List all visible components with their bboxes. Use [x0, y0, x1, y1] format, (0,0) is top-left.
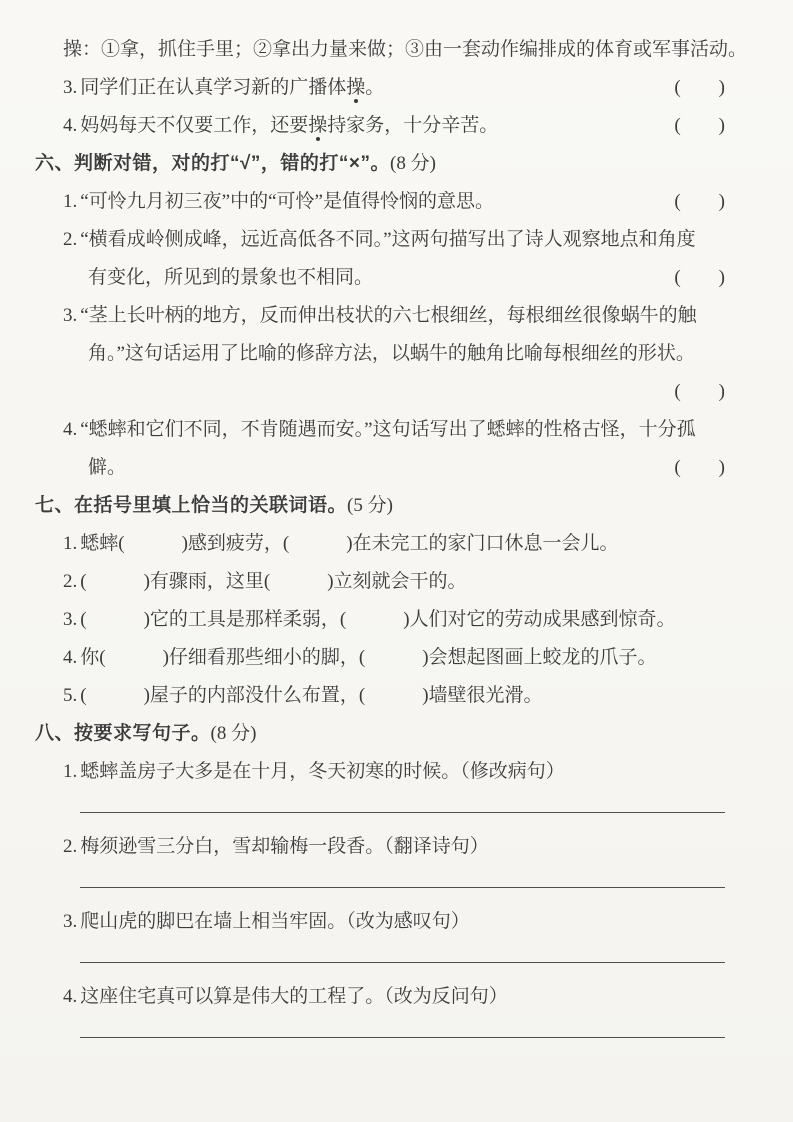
answer-bracket: ( )	[674, 267, 725, 288]
item-number: 1.	[63, 191, 78, 212]
answer-bracket: ( )	[674, 381, 725, 402]
item-text: ( )它的工具是那样柔弱，( )人们对它的劳动成果感到惊奇。	[80, 609, 676, 630]
emphasized-char: 操	[308, 115, 328, 136]
answer-line	[80, 812, 725, 813]
item-number: 3.	[63, 609, 78, 630]
item-text: 梅须逊雪三分白，雪却输梅一段香。（翻译诗句）	[80, 836, 489, 857]
emphasized-char: 操	[346, 77, 366, 98]
judge-item-4	[35, 418, 725, 442]
section-eight-heading	[35, 722, 725, 746]
item-number: 2.	[63, 836, 78, 857]
conjunction-item-3	[35, 608, 725, 632]
section-six-heading	[35, 152, 725, 176]
item-number: 2.	[63, 229, 78, 250]
item-number: 4.	[63, 115, 78, 136]
item-text: “横看成岭侧成峰，远近高低各不同。”这两句描写出了诗人观察地点和角度	[80, 229, 696, 250]
answer-line	[80, 1037, 725, 1038]
tf-item-4	[35, 114, 725, 138]
rewrite-item-3	[35, 910, 725, 963]
answer-bracket: ( )	[674, 115, 725, 136]
item-number: 3.	[63, 911, 78, 932]
item-text: 你( )仔细看那些细小的脚，( )会想起图画上蛟龙的爪子。	[80, 647, 657, 668]
item-number: 2.	[63, 571, 78, 592]
item-text: “茎上长叶柄的地方，反而伸出枝状的六七根细丝，每根细丝很像蜗牛的触	[80, 305, 697, 326]
answer-bracket: ( )	[674, 77, 725, 98]
item-text: “可怜九月初三夜”中的“可怜”是值得怜悯的意思。	[80, 191, 494, 212]
item-text: “蟋蟀和它们不同，不肯随遇而安。”这句话写出了蟋蟀的性格古怪，十分孤	[80, 419, 696, 440]
item-number: 4.	[63, 419, 78, 440]
judge-item-2	[35, 228, 725, 252]
judge-item-3-answer-row	[35, 380, 725, 404]
item-number: 1.	[63, 761, 78, 782]
definition-line	[35, 38, 748, 62]
item-text: 蟋蟀盖房子大多是在十月，冬天初寒的时候。（修改病句）	[80, 761, 565, 782]
judge-item-4-continued	[35, 456, 725, 480]
item-number: 3.	[63, 77, 78, 98]
item-number: 4.	[63, 986, 78, 1007]
points-label: (8 分)	[390, 153, 436, 174]
judge-item-3	[35, 304, 725, 328]
item-number: 4.	[63, 647, 78, 668]
item-text: 有变化，所见到的景象也不相同。	[88, 267, 374, 288]
item-text: 角。”这句话运用了比喻的修辞方法，以蜗牛的触角比喻每根细丝的形状。	[88, 343, 695, 364]
rewrite-item-1	[35, 760, 725, 813]
judge-item-2-continued	[35, 266, 725, 290]
item-text: 蟋蟀( )感到疲劳，( )在未完工的家门口休息一会儿。	[80, 533, 619, 554]
rewrite-item-2	[35, 835, 725, 888]
conjunction-item-4	[35, 646, 725, 670]
item-text: 僻。	[88, 457, 127, 478]
heading-text: 七、在括号里填上恰当的关联词语。	[35, 495, 348, 516]
item-number: 3.	[63, 305, 78, 326]
tf-item-3	[35, 76, 725, 100]
answer-line	[80, 962, 725, 963]
item-text: ( )有骤雨，这里( )立刻就会干的。	[80, 571, 467, 592]
heading-text: 六、判断对错，对的打“√”，错的打“×”。	[35, 153, 391, 174]
answer-bracket: ( )	[674, 191, 725, 212]
item-text: 妈妈每天不仅要工作，还要	[80, 115, 309, 136]
section-seven-heading	[35, 494, 725, 518]
item-number: 1.	[63, 533, 78, 554]
points-label: (8 分)	[210, 723, 257, 744]
item-text: 爬山虎的脚巴在墙上相当牢固。（改为感叹句）	[80, 911, 470, 932]
item-number: 5.	[63, 685, 78, 706]
answer-bracket: ( )	[674, 457, 725, 478]
heading-text: 八、按要求写句子。	[35, 723, 211, 744]
definition-text: 操：①拿，抓住手里；②拿出力量来做；③由一套动作编排成的体育或军事活动。	[63, 39, 748, 60]
conjunction-item-2	[35, 570, 725, 594]
points-label: (5 分)	[347, 495, 393, 516]
item-text: 持家务，十分辛苦。	[327, 115, 499, 136]
item-text: 这座住宅真可以算是伟大的工程了。（改为反问句）	[80, 986, 508, 1007]
item-text: ( )屋子的内部没什么布置，( )墙壁很光滑。	[80, 685, 543, 706]
rewrite-item-4	[35, 985, 725, 1038]
item-text: 。	[365, 77, 385, 98]
conjunction-item-1	[35, 532, 725, 556]
item-text: 同学们正在认真学习新的广播体	[80, 77, 347, 98]
answer-line	[80, 887, 725, 888]
conjunction-item-5	[35, 684, 725, 708]
judge-item-1	[35, 190, 725, 214]
judge-item-3-continued	[35, 342, 725, 366]
